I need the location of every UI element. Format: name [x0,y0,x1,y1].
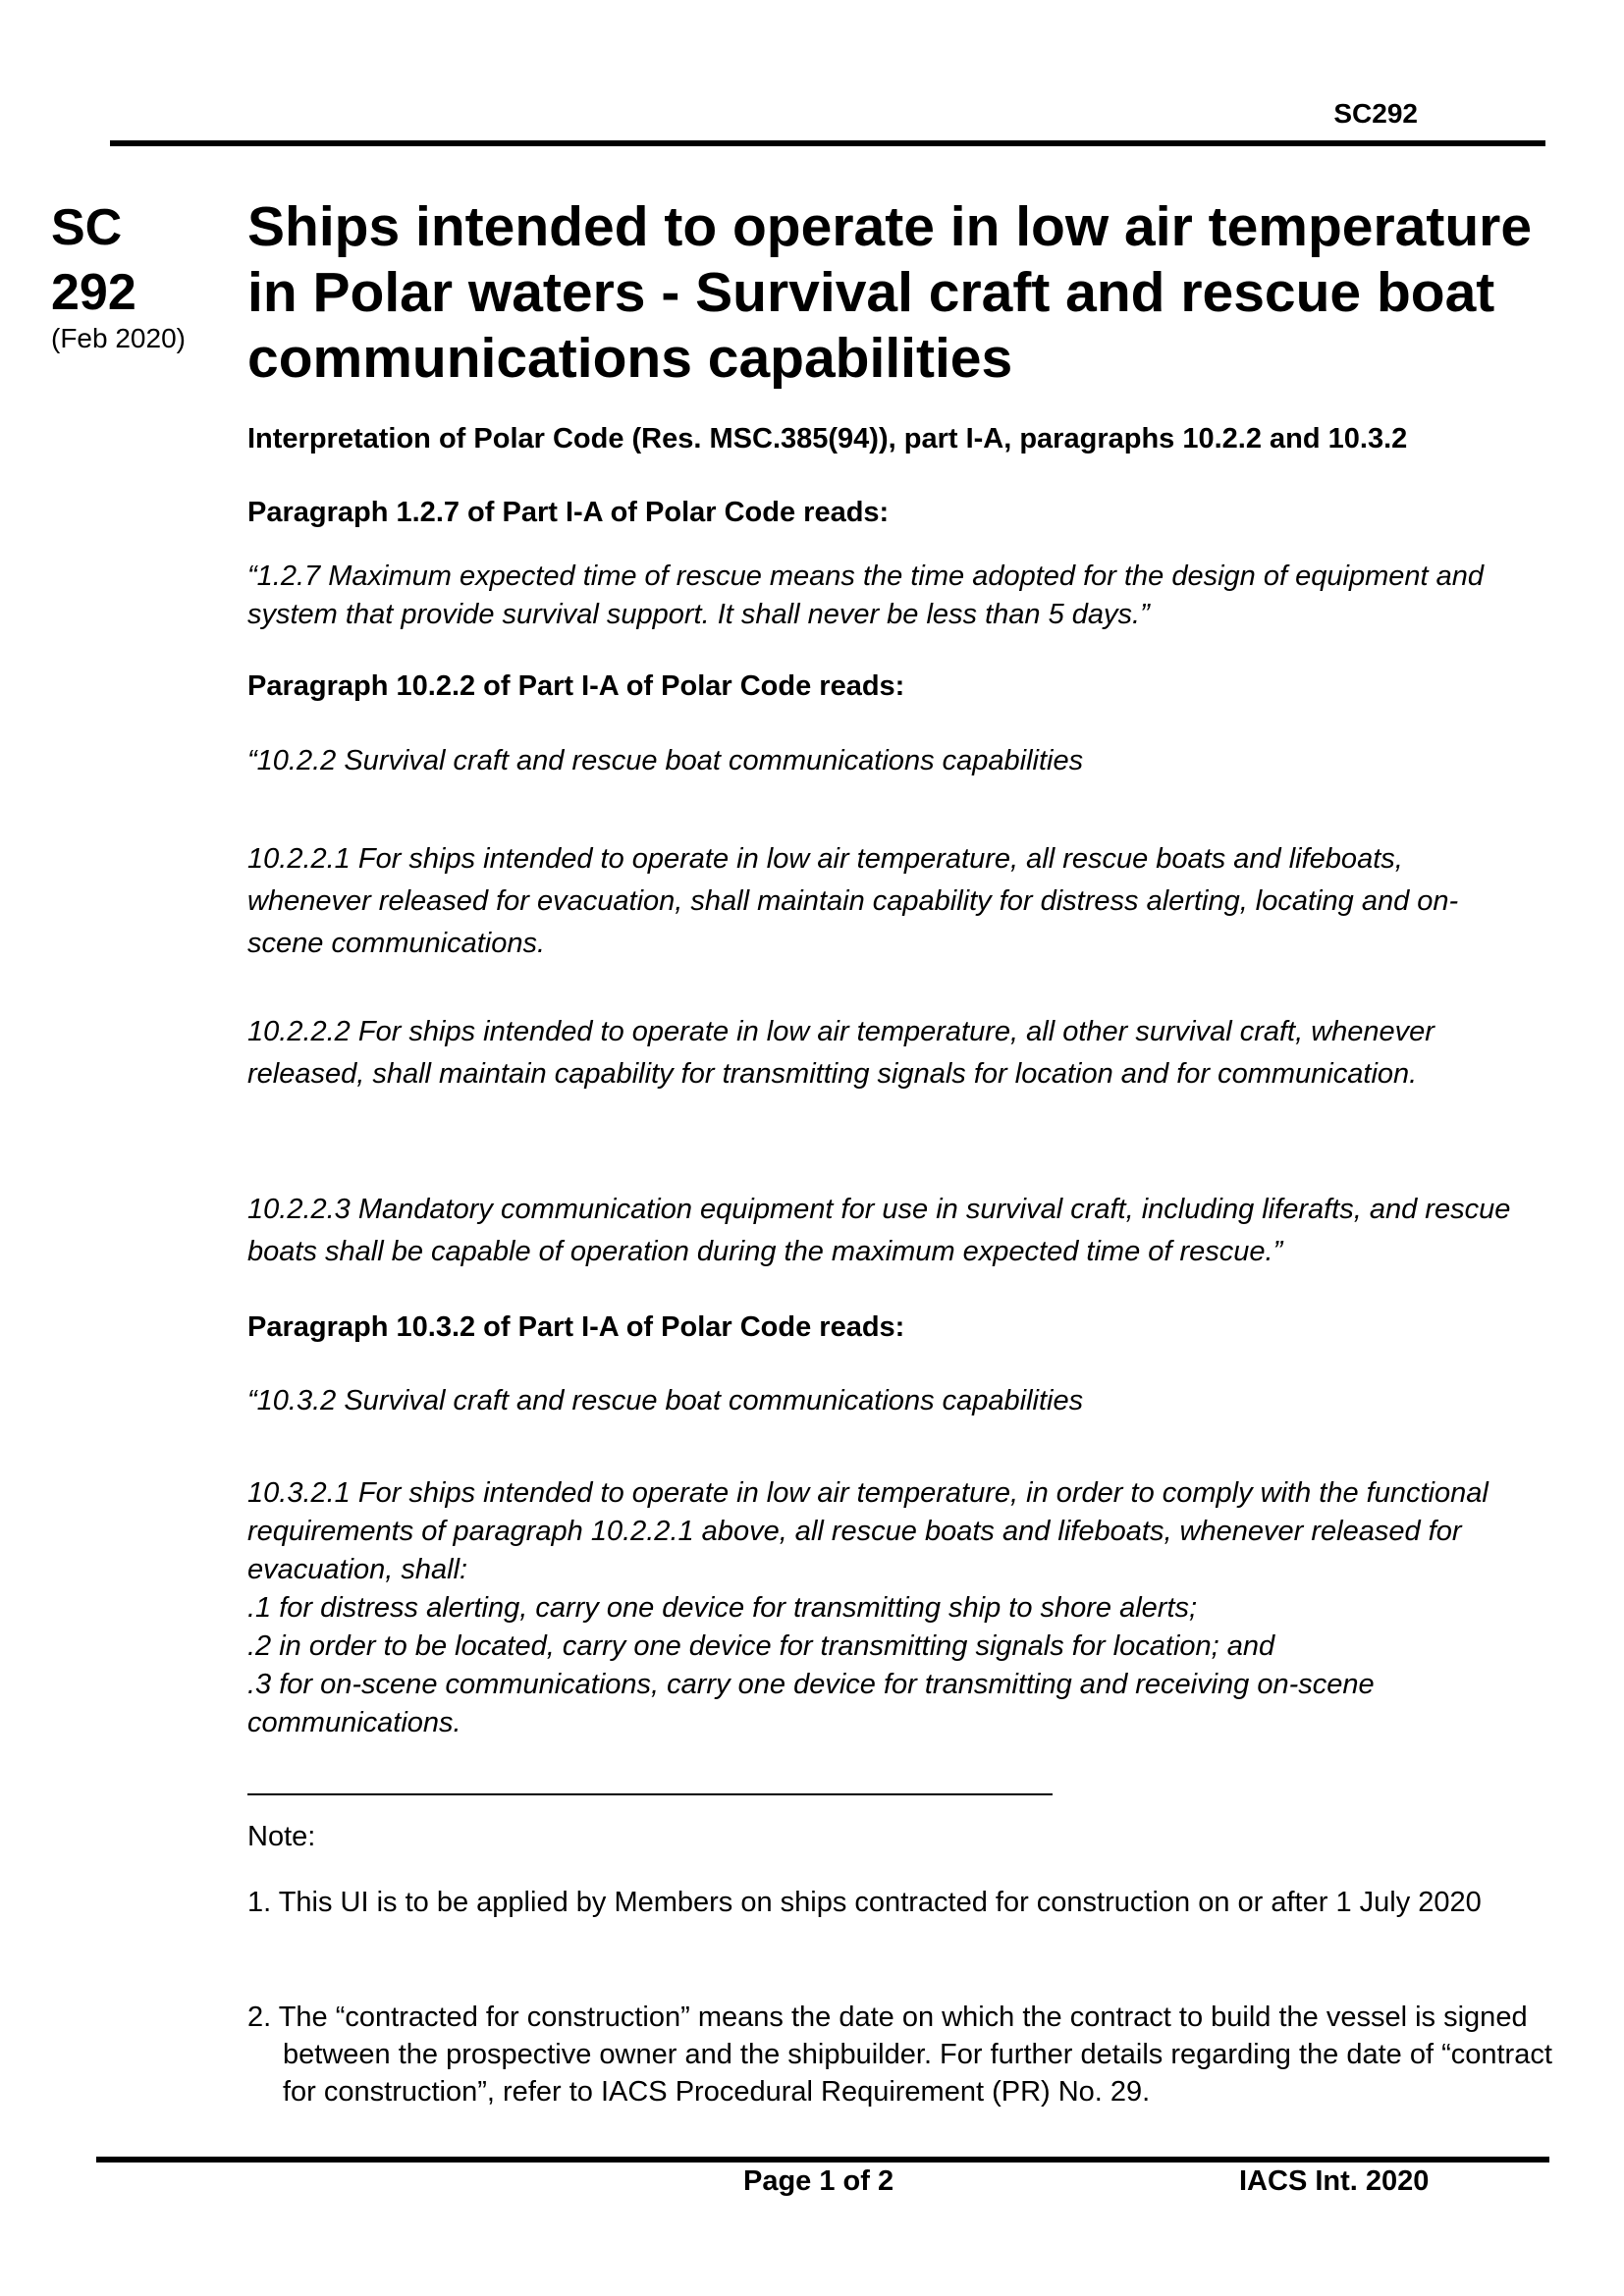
note-item: 2. The “contracted for construction” means the date on which the contract to build the vessel is signed between the prospective owner and the shipbuilder. For further details regarding the date of “contract for construction”, refer to IACS Procedural Requirement (PR) No. 29. [247,2002,1552,2108]
paragraph-10-3-2-1 [247,1474,1534,1742]
paragraph-10-2-2-2: 10.2.2.2 For ships intended to operate in low air temperature, all other survival craft, whenever released, shall maintain capability for transmitting signals for location and for communication. [247,1016,1435,1090]
interpretation-statement: Interpretation of Polar Code (Res. MSC.385(94)), part I-A, paragraphs 10.2.2 and 10.3.2 [247,423,1408,454]
paragraph-10-2-2-title: “10.2.2 Survival craft and rescue boat communications capabilities [247,745,1084,776]
footer-reference: IACS Int. 2020 [1239,2165,1430,2197]
paragraph-1-2-7-heading: Paragraph 1.2.7 of Part I-A of Polar Code reads: [247,497,890,528]
list-item: .1 for distress alerting, carry one device for transmitting ship to shore alerts; [247,1592,1198,1624]
footer-divider [96,2157,1549,2163]
list-item: .2 in order to be located, carry one device for transmitting signals for location; and [247,1630,1275,1662]
document-date: (Feb 2020) [51,323,186,353]
note-divider [247,1793,1053,1795]
note-item: 1. This UI is to be applied by Members on ships contracted for construction on or after 1 July 2020 [247,1887,1482,1918]
document-number: 292 [51,264,136,321]
note-label: Note: [247,1821,316,1852]
paragraph-10-3-2-title: “10.3.2 Survival craft and rescue boat communications capabilities [247,1385,1084,1416]
paragraph-10-3-2-1-intro: 10.3.2.1 For ships intended to operate in low air temperature, in order to comply with the functional requirements of paragraph 10.2.2.1 above, all rescue boats and lifeboats, whenever released for evacuation, shall: [247,1477,1489,1585]
document-series-label: SC [51,199,123,256]
paragraph-10-2-2-3: 10.2.2.3 Mandatory communication equipment for use in survival craft, including liferafts, and rescue boats shall be capable of operation during the maximum expected time of rescue.” [247,1194,1511,1267]
paragraph-1-2-7-quote: “1.2.7 Maximum expected time of rescue means the time adopted for the design of equipment and system that provide survival support. It shall never be less than 5 days.” [247,561,1484,630]
header-document-code: SC292 [1333,98,1418,129]
paragraph-10-3-2-heading: Paragraph 10.3.2 of Part I-A of Polar Code reads: [247,1311,905,1343]
list-item: .3 for on-scene communications, carry one device for transmitting and receiving on-scene communications. [247,1669,1375,1738]
page-number: Page 1 of 2 [743,2165,894,2197]
header-divider [110,140,1545,146]
paragraph-10-2-2-1: 10.2.2.1 For ships intended to operate in low air temperature, all rescue boats and lifeboats, whenever released for evacuation, shall maintain capability for distress alerting, locating and on-scene communications. [247,843,1459,959]
paragraph-10-2-2-heading: Paragraph 10.2.2 of Part I-A of Polar Code reads: [247,670,905,702]
page-title: Ships intended to operate in low air temperature in Polar waters - Survival craft and rescue boat communications capabilities [247,195,1533,390]
